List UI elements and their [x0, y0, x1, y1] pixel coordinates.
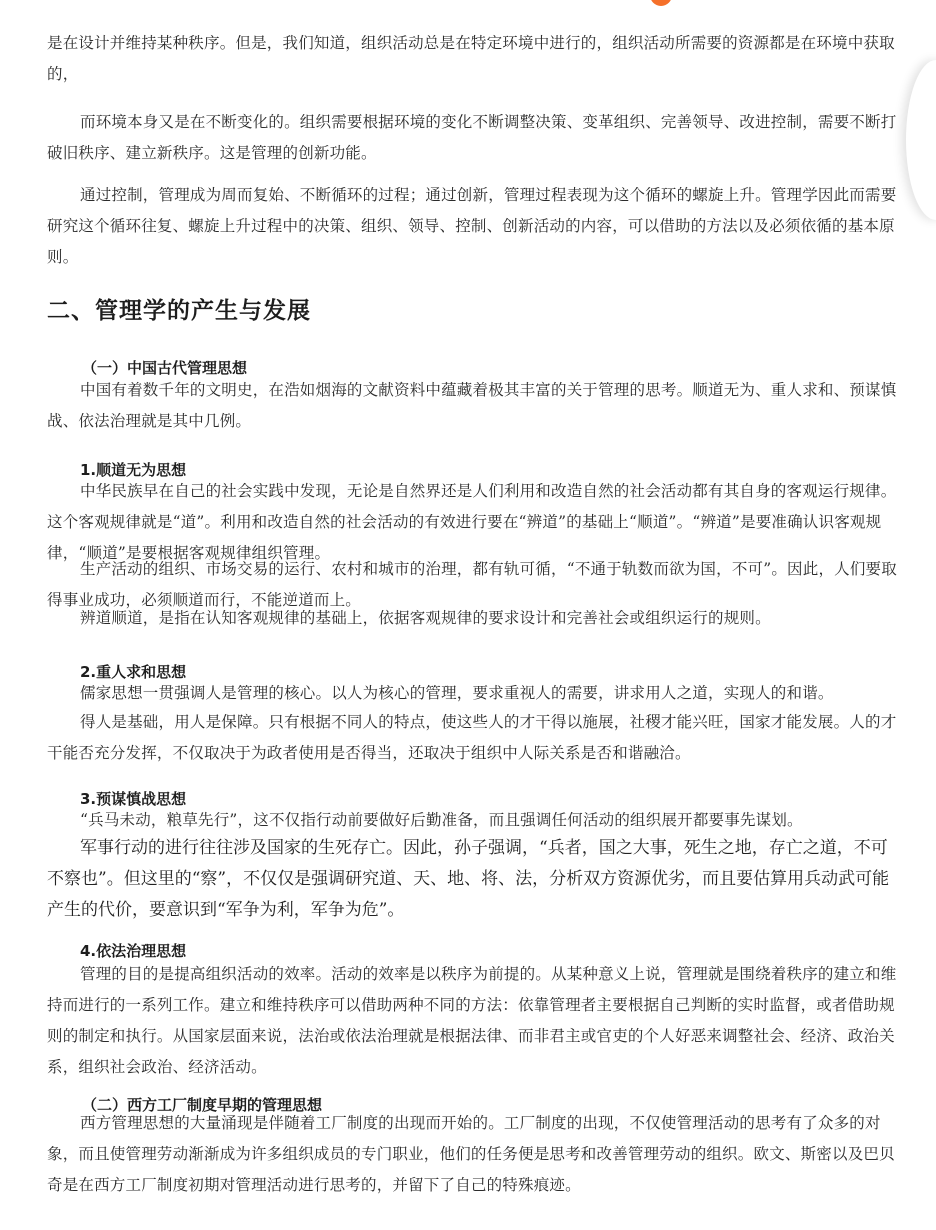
heading-yumou: 3.预谋慎战思想 — [80, 790, 187, 808]
subsection-title-chinese: （一）中国古代管理思想 — [82, 359, 248, 377]
paragraph-shundao-1: 中华民族早在自己的社会实践中发现，无论是自然界还是人们利用和改造自然的社会活动都有其自身的客观运行规律。这个客观规律就是“道”。利用和改造自然的社会活动的有效进行要在“辨道”的基础上“顺道”。“辨道”是要准确认识客观规律，“顺道”是要根据客观规律组织管理。 — [47, 482, 897, 562]
notification-dot — [650, 0, 672, 6]
floating-panel-edge — [906, 60, 936, 220]
section-title: 二、管理学的产生与发展 — [47, 298, 311, 324]
intro-paragraph-b: 而环境本身又是在不断变化的。组织需要根据环境的变化不断调整决策、变革组织、完善领导、改进控制，需要不断打破旧秩序、建立新秩序。这是管理的创新功能。 — [47, 113, 897, 162]
paragraph-shundao-2: 生产活动的组织、市场交易的运行、农村和城市的治理，都有轨可循，“不通于轨数而欲为国，不可”。因此，人们要取得事业成功，必须顺道而行，不能逆道而上。 — [47, 560, 897, 609]
paragraph-yifa: 管理的目的是提高组织活动的效率。活动的效率是以秩序为前提的。从某种意义上说，管理就是围绕着秩序的建立和维持而进行的一系列工作。建立和维持秩序可以借助两种不同的方法：依靠管理者主要根据自己判断的实时监督，或者借助规则的制定和执行。从国家层面来说，法治或依法治理就是根据法律、而非君主或官吏的个人好恶来调整社会、经济、政治关系，组织社会政治、经济活动。 — [47, 965, 897, 1076]
subsection-title-western: （二）西方工厂制度早期的管理思想 — [82, 1096, 323, 1114]
paragraph-yumou-2: 军事行动的进行往往涉及国家的生死存亡。因此，孙子强调，“兵者，国之大事，死生之地，存亡之道，不可不察也”。但这里的“察”，不仅仅是强调研究道、天、地、将、法，分析双方资源优劣，而且要估算用兵动武可能产生的代价，要意识到“军争为利，军争为危”。 — [47, 838, 890, 920]
paragraph-yumou-1: “兵马未动，粮草先行”，这不仅指行动前要做好后勤准备，而且强调任何活动的组织展开都要事先谋划。 — [80, 811, 803, 829]
paragraph-zhongren-1: 儒家思想一贯强调人是管理的核心。以人为核心的管理，要求重视人的需要，讲求用人之道，实现人的和谐。 — [80, 684, 834, 702]
heading-zhongren: 2.重人求和思想 — [80, 663, 187, 681]
subsection-paragraph-western: 西方管理思想的大量涌现是伴随着工厂制度的出现而开始的。工厂制度的出现，不仅使管理活动的思考有了众多的对象，而且使管理劳动渐渐成为许多组织成员的专门职业，他们的任务便是思考和改善管理劳动的组织。欧文、斯密以及巴贝奇是在西方工厂制度初期对管理活动进行思考的，并留下了自己的特殊痕迹。 — [47, 1114, 895, 1194]
intro-paragraph-a: 是在设计并维持某种秩序。但是，我们知道，组织活动总是在特定环境中进行的，组织活动所需要的资源都是在环境中获取的， — [47, 34, 895, 83]
paragraph-zhongren-2: 得人是基础，用人是保障。只有根据不同人的特点，使这些人的才干得以施展，社稷才能兴旺，国家才能发展。人的才干能否充分发挥，不仅取决于为政者使用是否得当，还取决于组织中人际关系是否和谐融洽。 — [47, 713, 897, 762]
intro-paragraph-c: 通过控制，管理成为周而复始、不断循环的过程；通过创新，管理过程表现为这个循环的螺旋上升。管理学因此而需要研究这个循环往复、螺旋上升过程中的决策、组织、领导、控制、创新活动的内容，可以借助的方法以及必须依循的基本原则。 — [47, 186, 897, 266]
subsection-paragraph-chinese: 中国有着数千年的文明史，在浩如烟海的文献资料中蕴藏着极其丰富的关于管理的思考。顺道无为、重人求和、预谋慎战、依法治理就是其中几例。 — [47, 381, 897, 430]
paragraph-shundao-3: 辨道顺道，是指在认知客观规律的基础上，依据客观规律的要求设计和完善社会或组织运行的规则。 — [80, 609, 771, 627]
heading-shundao: 1.顺道无为思想 — [80, 461, 187, 479]
heading-yifa: 4.依法治理思想 — [80, 942, 187, 960]
